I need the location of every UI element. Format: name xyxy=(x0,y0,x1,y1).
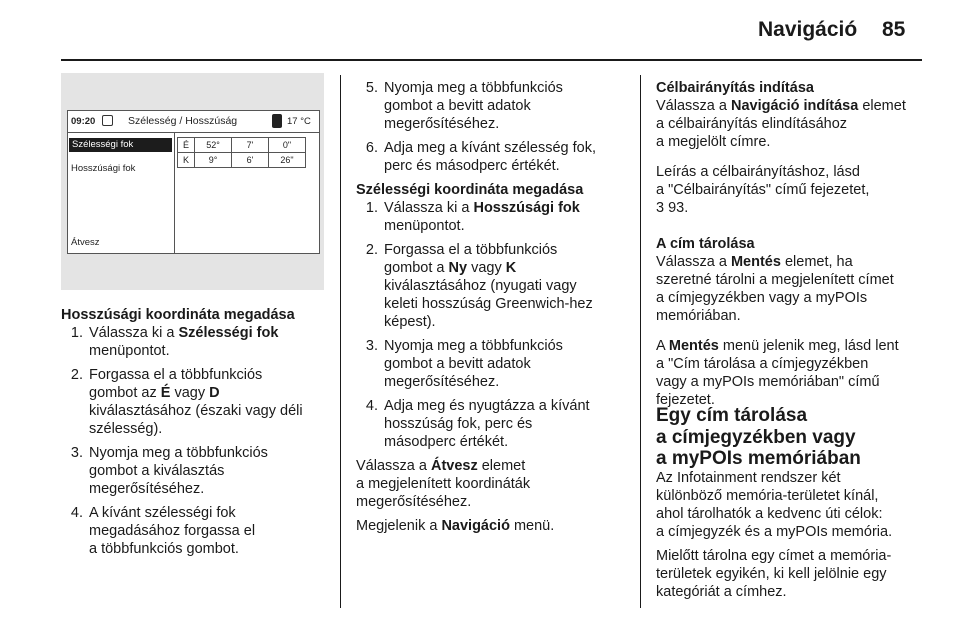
screen-time: 09:20 xyxy=(71,116,96,127)
screen-divider xyxy=(174,133,175,254)
coordinate-second[interactable]: 0" xyxy=(269,138,306,153)
paragraph-save-menu xyxy=(656,337,926,409)
text-line: kiválasztásához (északi vagy déli xyxy=(89,403,303,419)
text-line: gombot a bevitt adatok xyxy=(384,98,531,114)
page-header-title: Navigáció xyxy=(758,18,858,41)
paragraph-start-guidance xyxy=(656,97,926,151)
text-line: kiválasztásához (nyugati vagy xyxy=(384,278,577,294)
text-line: különböző memória-területet kínál, xyxy=(656,488,879,504)
column-separator-1 xyxy=(340,75,341,608)
list-text xyxy=(384,139,596,175)
bold-term: Navigáció indítása xyxy=(730,98,859,114)
section-heading-start-guidance: Célbairányítás indítása xyxy=(656,80,814,96)
clock-icon xyxy=(102,115,113,126)
bold-term: Mentés xyxy=(668,338,719,354)
paragraph-save xyxy=(656,253,926,325)
text-line: Forgassa el a többfunkciós xyxy=(384,242,558,258)
text-line: Az Infotainment rendszer két xyxy=(656,470,841,486)
text-line: képest). xyxy=(384,314,436,330)
menu-item-latitude-selected[interactable]: Szélességi fok xyxy=(69,138,172,152)
coordinate-label: É xyxy=(178,138,195,153)
section-heading-latitude: Szélességi koordináta megadása xyxy=(356,182,584,198)
list-number: 6. xyxy=(365,140,378,156)
text-line: keleti hosszúság Greenwich-hez xyxy=(384,296,593,312)
list-number: 5. xyxy=(365,80,378,96)
coordinate-degree[interactable]: 9° xyxy=(195,153,232,168)
text-line: gombot a bevitt adatok xyxy=(384,356,531,372)
text-run: menü. xyxy=(509,518,555,534)
text-line: a címjegyzékben vagy a myPOIs xyxy=(656,290,868,306)
heading-line: Egy cím tárolása xyxy=(656,405,808,426)
list-number: 3. xyxy=(365,338,378,354)
text-line: megadásához forgassa el xyxy=(89,523,256,539)
header-rule xyxy=(61,59,922,61)
text-line: a többfunkciós gombot. xyxy=(89,541,239,557)
thermometer-icon xyxy=(272,114,282,128)
text-line: ahol tárolhatók a kedvenc úti célok: xyxy=(656,506,883,522)
text-line: megerősítéséhez. xyxy=(384,374,500,390)
text-line: Nyomja meg a többfunkciós xyxy=(384,80,563,96)
bold-term: Mentés xyxy=(730,254,781,270)
section-heading-store-address xyxy=(656,405,926,470)
coordinate-minute[interactable]: 6' xyxy=(232,153,269,168)
list-text xyxy=(89,504,255,558)
list-number: 4. xyxy=(70,505,83,521)
bold-term: Átvesz xyxy=(430,458,478,474)
bold-term: Navigáció xyxy=(441,518,510,534)
text-run: Válassza a xyxy=(656,254,731,270)
text-line: megerősítéséhez. xyxy=(384,116,500,132)
text-line: A kívánt szélességi fok xyxy=(89,505,236,521)
device-screen xyxy=(67,110,320,254)
text-line: a megjelenített koordináták xyxy=(356,476,531,492)
list-number: 4. xyxy=(365,398,378,414)
paragraph-accept xyxy=(356,457,530,511)
coordinate-row xyxy=(178,153,306,168)
text-line: megerősítéséhez. xyxy=(89,481,205,497)
screen-title: Szélesség / Hosszúság xyxy=(128,115,238,127)
menu-item-accept[interactable]: Átvesz xyxy=(71,237,100,248)
list-text xyxy=(384,199,580,235)
screen-temperature: 17 °C xyxy=(287,116,311,127)
list-text xyxy=(89,444,268,498)
bold-term: É xyxy=(160,385,171,401)
text-line: Leírás a célbairányításhoz, lásd xyxy=(656,164,860,180)
list-number: 1. xyxy=(70,325,83,341)
list-text xyxy=(384,241,593,331)
text-line: menüpontot. xyxy=(384,218,465,234)
text-line: szélesség). xyxy=(89,421,163,437)
coordinate-row xyxy=(178,138,306,153)
text-line: Adja meg és nyugtázza a kívánt xyxy=(384,398,590,414)
text-run: Válassza a xyxy=(656,98,731,114)
text-line: Nyomja meg a többfunkciós xyxy=(384,338,563,354)
text-run: A xyxy=(656,338,669,354)
section-heading-longitude: Hosszúsági koordináta megadása xyxy=(61,307,295,323)
list-text xyxy=(384,397,590,451)
text-run: Megjelenik a xyxy=(356,518,442,534)
paragraph-category xyxy=(656,547,931,601)
list-number: 1. xyxy=(365,200,378,216)
heading-line: a myPOIs memóriában xyxy=(656,448,861,469)
text-run: vagy xyxy=(467,260,506,276)
text-line: a "Célbairányítás" című fejezetet, xyxy=(656,182,870,198)
list-text xyxy=(89,366,303,438)
text-run: elemet xyxy=(858,98,906,114)
section-heading-save-address: A cím tárolása xyxy=(656,236,755,252)
text-run: Válassza ki a xyxy=(384,200,474,216)
text-line: másodperc értékét. xyxy=(384,434,509,450)
text-line: Nyomja meg a többfunkciós xyxy=(89,445,268,461)
text-line: a megjelölt címre. xyxy=(656,134,771,150)
text-run: gombot a xyxy=(384,260,449,276)
text-line: gombot a kiválasztás xyxy=(89,463,225,479)
screen-top-bar xyxy=(68,111,319,133)
text-line: területek egyikén, ki kell jelölnie egy xyxy=(656,566,887,582)
list-text xyxy=(384,79,563,133)
page-reference: 3 93. xyxy=(656,200,689,216)
text-line: Adja meg a kívánt szélesség fok, xyxy=(384,140,596,156)
bold-term: Hosszúsági fok xyxy=(473,200,580,216)
text-run: Válassza a xyxy=(356,458,431,474)
list-number: 2. xyxy=(70,367,83,383)
text-line: menüpontot. xyxy=(89,343,170,359)
coordinate-degree[interactable]: 52° xyxy=(195,138,232,153)
list-number: 2. xyxy=(365,242,378,258)
page-number: 85 xyxy=(882,18,906,41)
coordinate-table xyxy=(177,137,306,168)
text-run: gombot az xyxy=(89,385,161,401)
coordinate-label: K xyxy=(178,153,195,168)
coordinate-minute[interactable]: 7' xyxy=(232,138,269,153)
text-line: a "Cím tárolása a címjegyzékben xyxy=(656,356,869,372)
text-run: elemet, ha xyxy=(780,254,853,270)
text-line: a címjegyzék és a myPOIs memória. xyxy=(656,524,893,540)
text-run: elemet xyxy=(477,458,526,474)
menu-item-longitude[interactable]: Hosszúsági fok xyxy=(71,163,136,174)
text-line: perc és másodperc értékét. xyxy=(384,158,560,174)
text-line: megerősítéséhez. xyxy=(356,494,472,510)
text-line: vagy a myPOIs memóriában" című xyxy=(656,374,880,390)
column-separator-2 xyxy=(640,75,641,608)
paragraph-memory-areas xyxy=(656,469,931,541)
text-line: Forgassa el a többfunkciós xyxy=(89,367,263,383)
list-text xyxy=(89,324,278,360)
heading-line: a címjegyzékben vagy xyxy=(656,426,856,448)
paragraph-navigation-menu xyxy=(356,517,554,535)
text-line: fejezetet. xyxy=(656,392,715,408)
bold-term: D xyxy=(209,385,220,401)
list-text xyxy=(384,337,563,391)
paragraph-guidance-reference xyxy=(656,163,926,217)
bold-term: Ny xyxy=(448,260,468,276)
text-run: menü jelenik meg, lásd lent xyxy=(718,338,899,354)
text-run: Válassza ki a xyxy=(89,325,179,341)
text-line: Mielőtt tárolna egy címet a memória- xyxy=(656,548,892,564)
coordinate-second[interactable]: 26" xyxy=(269,153,306,168)
list-number: 3. xyxy=(70,445,83,461)
bold-term: K xyxy=(505,260,517,276)
text-run: vagy xyxy=(170,385,210,401)
text-line: szeretné tárolni a megjelenített címet xyxy=(656,272,894,288)
text-line: a célbairányítás elindításához xyxy=(656,116,848,132)
text-line: kategóriát a címhez. xyxy=(656,584,787,600)
text-line: hosszúság fok, perc és xyxy=(384,416,533,432)
bold-term: Szélességi fok xyxy=(178,325,279,341)
text-line: memóriában. xyxy=(656,308,741,324)
